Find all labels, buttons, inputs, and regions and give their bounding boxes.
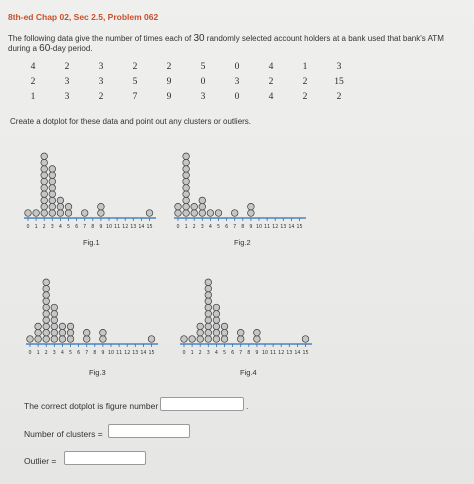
data-dot <box>205 298 212 305</box>
dotplot-fig2 <box>172 132 310 234</box>
tick-label: 6 <box>75 225 79 230</box>
data-cell: 4 <box>30 61 36 72</box>
data-dot <box>183 191 190 198</box>
data-cell: 3 <box>98 76 104 87</box>
data-dot <box>59 336 66 343</box>
tick-label: 9 <box>99 225 103 230</box>
data-dot <box>43 329 50 336</box>
tick-label: 3 <box>200 225 204 230</box>
tick-label: 15 <box>148 351 155 356</box>
data-dot <box>205 317 212 324</box>
tick-label: 13 <box>130 225 137 230</box>
problem-description <box>8 34 463 54</box>
data-dot <box>51 311 58 318</box>
tick-label: 6 <box>231 351 235 356</box>
data-dot <box>199 203 206 210</box>
tick-label: 1 <box>36 351 40 356</box>
data-dot <box>33 210 40 217</box>
tick-label: 12 <box>124 351 131 356</box>
tick-label: 11 <box>116 351 123 356</box>
data-dot <box>254 329 261 336</box>
data-dot <box>183 210 190 217</box>
tick-label: 9 <box>255 351 259 356</box>
tick-label: 5 <box>216 225 221 230</box>
data-cell: 3 <box>64 91 70 102</box>
fig4-label: Fig.4 <box>240 368 257 377</box>
data-dot <box>51 304 58 311</box>
data-cell: 15 <box>334 76 344 87</box>
data-dot <box>43 336 50 343</box>
data-dot <box>148 336 155 343</box>
data-dot <box>205 304 212 311</box>
data-cell: 3 <box>336 61 342 72</box>
data-dot <box>49 210 56 217</box>
data-dot <box>27 336 34 343</box>
tick-label: 13 <box>286 351 293 356</box>
data-dot <box>191 210 198 217</box>
tick-label: 2 <box>192 225 196 230</box>
data-dot <box>49 178 56 185</box>
data-dot <box>100 329 107 336</box>
data-cell: 0 <box>234 91 240 102</box>
data-cell: 3 <box>98 61 104 72</box>
data-cell: 3 <box>200 91 206 102</box>
data-dot <box>67 323 74 330</box>
tick-label: 5 <box>66 225 71 230</box>
tick-label: 0 <box>26 225 30 230</box>
data-dot <box>183 178 190 185</box>
data-dot <box>213 317 220 324</box>
data-dot <box>205 336 212 343</box>
data-dot <box>205 311 212 318</box>
data-dot <box>146 210 153 217</box>
data-cell: 2 <box>302 76 308 87</box>
tick-label: 4 <box>214 351 218 356</box>
data-dot <box>41 203 48 210</box>
data-dot <box>65 203 72 210</box>
data-dot <box>41 178 48 185</box>
data-dot <box>205 323 212 330</box>
data-dot <box>41 185 48 192</box>
data-dot <box>41 153 48 160</box>
data-dot <box>49 166 56 173</box>
data-cell: 1 <box>30 91 36 102</box>
data-dot <box>191 203 198 210</box>
tick-label: 0 <box>182 351 186 356</box>
dotplot-fig3 <box>24 258 162 360</box>
data-dot <box>207 210 214 217</box>
tick-label: 14 <box>138 225 145 230</box>
data-cell: 2 <box>336 91 342 102</box>
data-dot <box>197 323 204 330</box>
data-dot <box>43 285 50 292</box>
data-cell: 9 <box>166 76 172 87</box>
data-row <box>16 89 356 104</box>
data-row <box>16 59 356 74</box>
data-dot <box>43 304 50 311</box>
tick-label: 4 <box>60 351 64 356</box>
data-dot <box>175 210 182 217</box>
data-cell: 4 <box>268 91 274 102</box>
data-dot <box>43 323 50 330</box>
data-dot <box>205 285 212 292</box>
data-dot <box>199 210 206 217</box>
data-cell: 2 <box>166 61 172 72</box>
data-dot <box>213 323 220 330</box>
data-cell: 3 <box>234 76 240 87</box>
tick-label: 12 <box>278 351 285 356</box>
data-dot <box>183 203 190 210</box>
data-dot <box>57 197 64 204</box>
data-dot <box>181 336 188 343</box>
dotplot-fig4 <box>178 258 316 360</box>
tick-label: 0 <box>176 225 180 230</box>
data-cell: 2 <box>302 91 308 102</box>
tick-label: 7 <box>83 225 87 230</box>
data-dot <box>51 329 58 336</box>
tick-label: 1 <box>34 225 38 230</box>
tick-label: 2 <box>44 351 48 356</box>
tick-label: 11 <box>270 351 277 356</box>
data-dot <box>41 197 48 204</box>
data-dot <box>205 292 212 299</box>
tick-label: 7 <box>233 225 237 230</box>
tick-label: 5 <box>222 351 227 356</box>
data-dot <box>183 166 190 173</box>
tick-label: 10 <box>255 225 263 230</box>
data-dot <box>41 166 48 173</box>
fig1-label: Fig.1 <box>83 238 100 247</box>
data-dot <box>183 153 190 160</box>
data-dot <box>183 197 190 204</box>
data-cell: 2 <box>98 91 104 102</box>
tick-label: 12 <box>122 225 129 230</box>
data-cell: 3 <box>64 76 70 87</box>
data-dot <box>59 323 66 330</box>
outlier-input[interactable] <box>64 451 146 465</box>
tick-label: 12 <box>272 225 279 230</box>
data-dot <box>51 323 58 330</box>
data-table <box>16 59 356 104</box>
data-dot <box>100 336 107 343</box>
tick-label: 9 <box>101 351 105 356</box>
clusters-input[interactable] <box>108 424 190 438</box>
fig3-label: Fig.3 <box>89 368 106 377</box>
data-cell: 2 <box>30 76 36 87</box>
desc-n: 30 <box>193 33 205 44</box>
tick-label: 15 <box>296 225 303 230</box>
data-cell: 2 <box>64 61 70 72</box>
data-dot <box>98 210 105 217</box>
data-dot <box>51 317 58 324</box>
data-dot <box>43 279 50 286</box>
data-cell: 0 <box>234 61 240 72</box>
data-cell: 7 <box>132 91 138 102</box>
tick-label: 8 <box>91 225 95 230</box>
data-dot <box>81 210 88 217</box>
data-row <box>16 74 356 89</box>
data-dot <box>189 336 196 343</box>
fig2-label: Fig.2 <box>234 238 251 247</box>
data-dot <box>35 336 42 343</box>
data-dot <box>215 210 222 217</box>
data-dot <box>237 329 244 336</box>
clusters-label: Number of clusters = <box>24 429 103 439</box>
tick-label: 6 <box>77 351 81 356</box>
tick-label: 8 <box>241 225 245 230</box>
tick-label: 7 <box>85 351 89 356</box>
data-dot <box>221 323 228 330</box>
data-dot <box>197 336 204 343</box>
tick-label: 11 <box>114 225 121 230</box>
data-dot <box>213 329 220 336</box>
tick-label: 4 <box>58 225 62 230</box>
tick-label: 4 <box>208 225 212 230</box>
data-dot <box>205 329 212 336</box>
data-dot <box>35 329 42 336</box>
data-dot <box>83 336 90 343</box>
data-dot <box>205 279 212 286</box>
data-dot <box>49 191 56 198</box>
data-cell: 1 <box>302 61 308 72</box>
data-dot <box>49 172 56 179</box>
tick-label: 3 <box>206 351 210 356</box>
correct-figure-suffix: . <box>246 401 249 411</box>
tick-label: 0 <box>28 351 32 356</box>
tick-label: 3 <box>52 351 56 356</box>
data-dot <box>83 329 90 336</box>
instruction-text: Create a dotplot for these data and point out any clusters or outliers. <box>10 117 252 126</box>
data-cell: 0 <box>200 76 206 87</box>
data-dot <box>67 336 74 343</box>
data-dot <box>213 304 220 311</box>
tick-label: 10 <box>105 225 113 230</box>
data-dot <box>43 311 50 318</box>
tick-label: 8 <box>247 351 251 356</box>
data-dot <box>183 185 190 192</box>
outlier-label: Outlier = <box>24 456 57 466</box>
data-cell: 5 <box>132 76 138 87</box>
tick-label: 11 <box>264 225 271 230</box>
data-dot <box>302 336 309 343</box>
tick-label: 13 <box>132 351 139 356</box>
tick-label: 3 <box>50 225 54 230</box>
data-dot <box>43 292 50 299</box>
data-dot <box>199 197 206 204</box>
tick-label: 2 <box>198 351 202 356</box>
data-dot <box>51 336 58 343</box>
data-cell: 9 <box>166 91 172 102</box>
data-dot <box>175 203 182 210</box>
data-cell: 2 <box>268 76 274 87</box>
tick-label: 1 <box>184 225 188 230</box>
desc-days: 60 <box>39 43 51 54</box>
data-dot <box>213 336 220 343</box>
data-dot <box>237 336 244 343</box>
tick-label: 6 <box>225 225 229 230</box>
desc-text-3: -day period. <box>50 44 93 53</box>
data-dot <box>59 329 66 336</box>
data-dot <box>197 329 204 336</box>
data-dot <box>65 210 72 217</box>
tick-label: 9 <box>249 225 253 230</box>
data-dot <box>49 185 56 192</box>
data-dot <box>43 317 50 324</box>
data-dot <box>41 172 48 179</box>
desc-text-2: randomly selected account holders at a bank used that bank's ATM during a <box>8 34 444 53</box>
dotplot-fig1 <box>22 132 160 234</box>
tick-label: 2 <box>42 225 46 230</box>
tick-label: 13 <box>280 225 287 230</box>
data-cell: 2 <box>132 61 138 72</box>
correct-figure-label: The correct dotplot is figure number <box>24 401 159 411</box>
data-dot <box>98 203 105 210</box>
data-dot <box>49 197 56 204</box>
data-dot <box>41 159 48 166</box>
data-dot <box>25 210 32 217</box>
data-dot <box>183 172 190 179</box>
desc-text-1: The following data give the number of times each of <box>8 34 194 43</box>
data-cell: 5 <box>200 61 206 72</box>
data-dot <box>57 203 64 210</box>
data-dot <box>41 210 48 217</box>
data-dot <box>43 298 50 305</box>
data-dot <box>35 323 42 330</box>
data-dot <box>254 336 261 343</box>
tick-label: 8 <box>93 351 97 356</box>
tick-label: 15 <box>146 225 153 230</box>
problem-title: 8th-ed Chap 02, Sec 2.5, Problem 062 <box>8 12 159 22</box>
tick-label: 10 <box>261 351 269 356</box>
data-dot <box>57 210 64 217</box>
tick-label: 15 <box>302 351 309 356</box>
correct-figure-input[interactable] <box>160 397 244 411</box>
tick-label: 5 <box>68 351 73 356</box>
data-dot <box>248 210 255 217</box>
tick-label: 14 <box>140 351 147 356</box>
data-cell: 4 <box>268 61 274 72</box>
data-dot <box>231 210 238 217</box>
tick-label: 7 <box>239 351 243 356</box>
tick-label: 1 <box>190 351 194 356</box>
tick-label: 10 <box>107 351 115 356</box>
tick-label: 14 <box>294 351 301 356</box>
data-dot <box>49 203 56 210</box>
data-dot <box>41 191 48 198</box>
data-dot <box>183 159 190 166</box>
data-dot <box>67 329 74 336</box>
data-dot <box>248 203 255 210</box>
tick-label: 14 <box>288 225 295 230</box>
data-dot <box>221 336 228 343</box>
data-dot <box>213 311 220 318</box>
data-dot <box>221 329 228 336</box>
